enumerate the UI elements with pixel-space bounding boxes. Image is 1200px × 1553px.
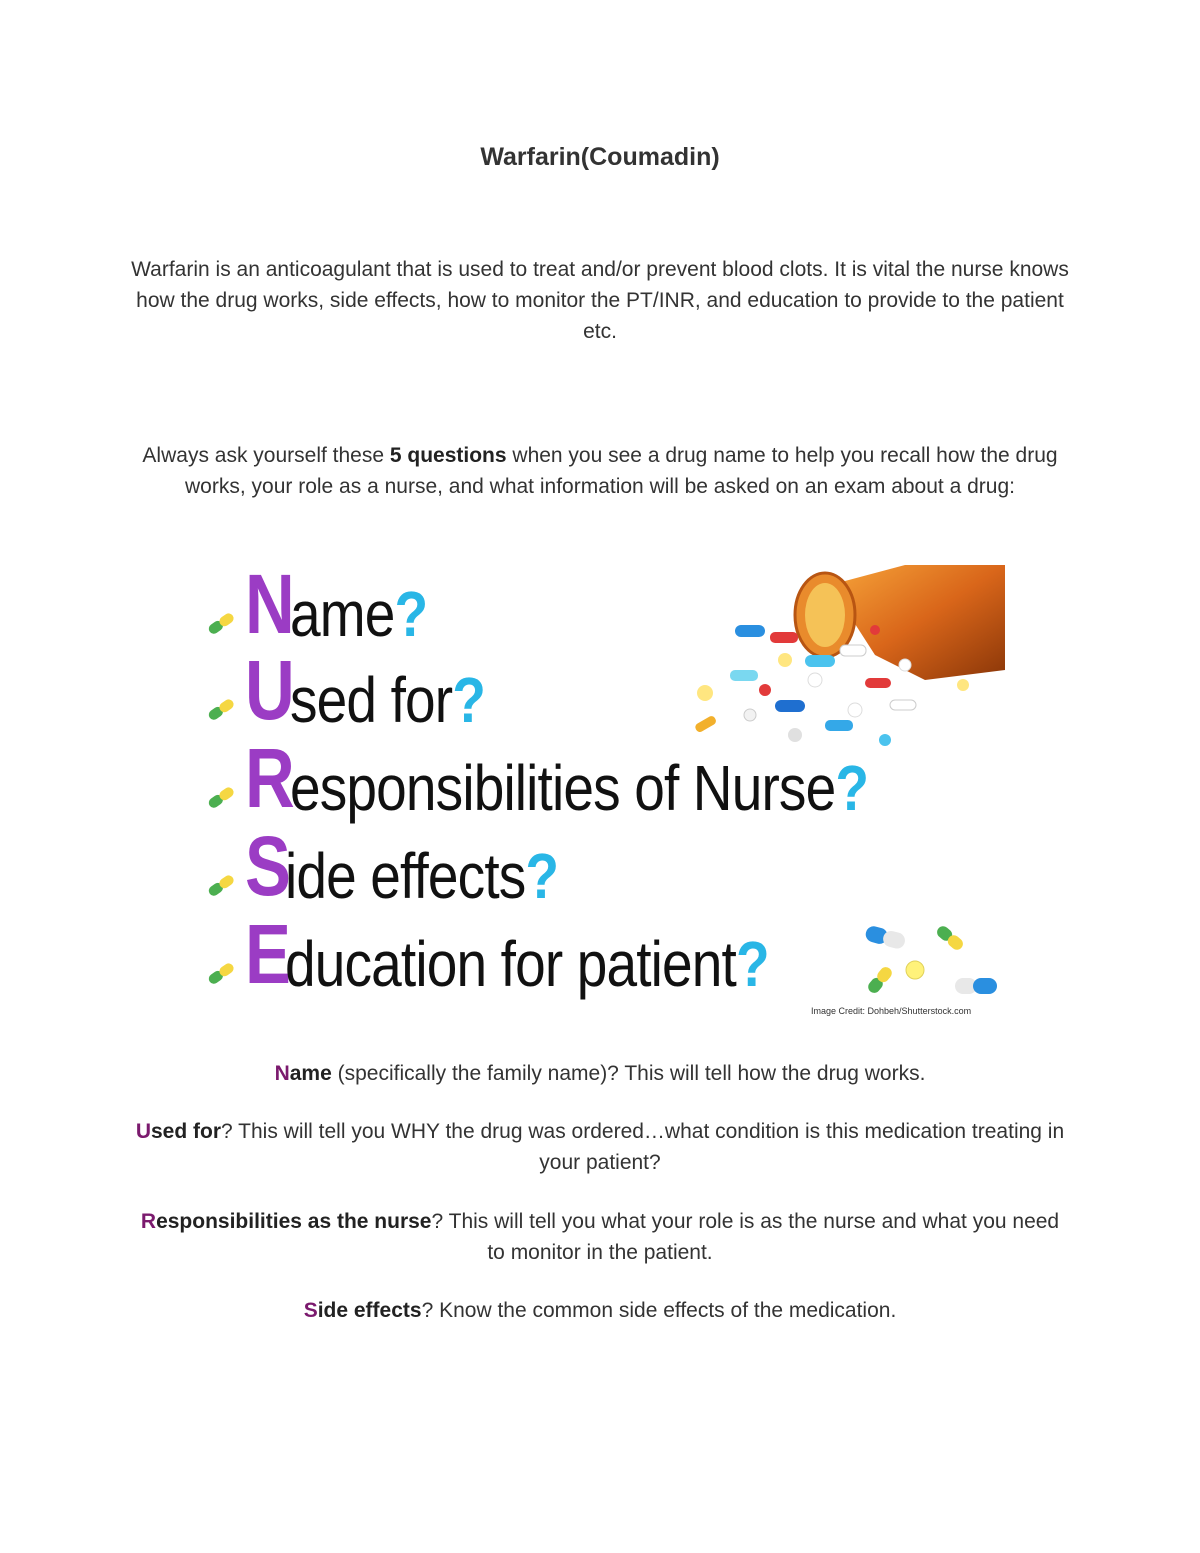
mnemonic-letter: R — [245, 731, 294, 825]
item-initial: R — [140, 1210, 157, 1233]
item-text: ? This will tell you WHY the drug was ordered…what condition is this medication treating in your patient? — [221, 1120, 1065, 1174]
item-text: ? This will tell you what your role is as the nurse and what you need to monitor in the patient. — [431, 1210, 1060, 1264]
mnemonic-word-text: esponsibilities of Nurse — [289, 752, 835, 824]
nurse-mnemonic-graphic — [195, 557, 1005, 1025]
pill-bottle-image — [675, 560, 1005, 760]
item-initial: U — [135, 1120, 151, 1143]
mnemonic-word — [285, 840, 559, 912]
capsule-icon — [205, 694, 239, 724]
mnemonic-row-used-for — [205, 643, 516, 737]
mnemonic-letter: E — [245, 907, 290, 1001]
item-side-effects — [130, 1295, 1070, 1326]
mnemonic-word-text: ide effects — [285, 840, 526, 912]
capsules-image — [855, 920, 1005, 1010]
mnemonic-word — [289, 664, 485, 736]
image-credit: Image Credit: Dohbeh/Shutterstock.com — [811, 1006, 972, 1016]
intro-paragraph: Warfarin is an anticoagulant that is used to treat and/or prevent blood clots. It is vital the nurse knows how the drug works, side effects, how to monitor the PT/INR, and education to provide to the patient etc. — [131, 258, 1069, 343]
mnemonic-word-text: ducation for patient — [285, 928, 736, 1000]
question-mark: ? — [525, 840, 559, 912]
mnemonic-word — [289, 752, 868, 824]
item-text: ? Know the common side effects of the medication. — [421, 1299, 897, 1322]
mnemonic-letter: N — [245, 557, 294, 651]
questions-intro-bold: 5 questions — [389, 444, 507, 467]
questions-intro-paragraph — [130, 440, 1070, 502]
item-responsibilities — [130, 1206, 1070, 1268]
capsule-icon — [205, 782, 239, 812]
question-mark: ? — [834, 752, 868, 824]
capsule-icon — [205, 608, 239, 638]
capsule-icon — [205, 958, 239, 988]
item-lead: ide effects — [317, 1299, 422, 1322]
mnemonic-row-education — [205, 907, 848, 1001]
question-mark: ? — [394, 578, 427, 650]
mnemonic-letter: S — [245, 819, 290, 913]
item-text: (specifically the family name)? This will tell how the drug works. — [331, 1062, 926, 1085]
mnemonic-row-name — [205, 557, 449, 651]
item-lead: ame — [289, 1062, 332, 1085]
item-lead: sed for — [151, 1120, 222, 1143]
item-name — [130, 1058, 1070, 1089]
mnemonic-row-responsibilities — [205, 731, 962, 825]
questions-intro-before: Always ask yourself these — [142, 444, 390, 467]
mnemonic-word — [289, 578, 427, 650]
item-initial: N — [274, 1062, 290, 1085]
mnemonic-word-text: sed for — [289, 664, 452, 736]
document-title: Warfarin(Coumadin) — [480, 143, 720, 171]
item-used-for — [130, 1116, 1070, 1178]
mnemonic-word-text: ame — [289, 578, 395, 650]
capsule-icon — [205, 870, 239, 900]
question-mark: ? — [451, 664, 485, 736]
mnemonic-row-side-effects — [205, 819, 603, 913]
item-lead: esponsibilities as the nurse — [156, 1210, 432, 1233]
questions-intro-after: when you see a drug name to help you recall how the drug works, your role as a nurse, and what information will be asked on an exam about a drug: — [185, 444, 1058, 498]
mnemonic-letter: U — [245, 643, 294, 737]
item-initial: S — [303, 1299, 318, 1322]
mnemonic-word — [285, 928, 769, 1000]
question-mark: ? — [735, 928, 769, 1000]
